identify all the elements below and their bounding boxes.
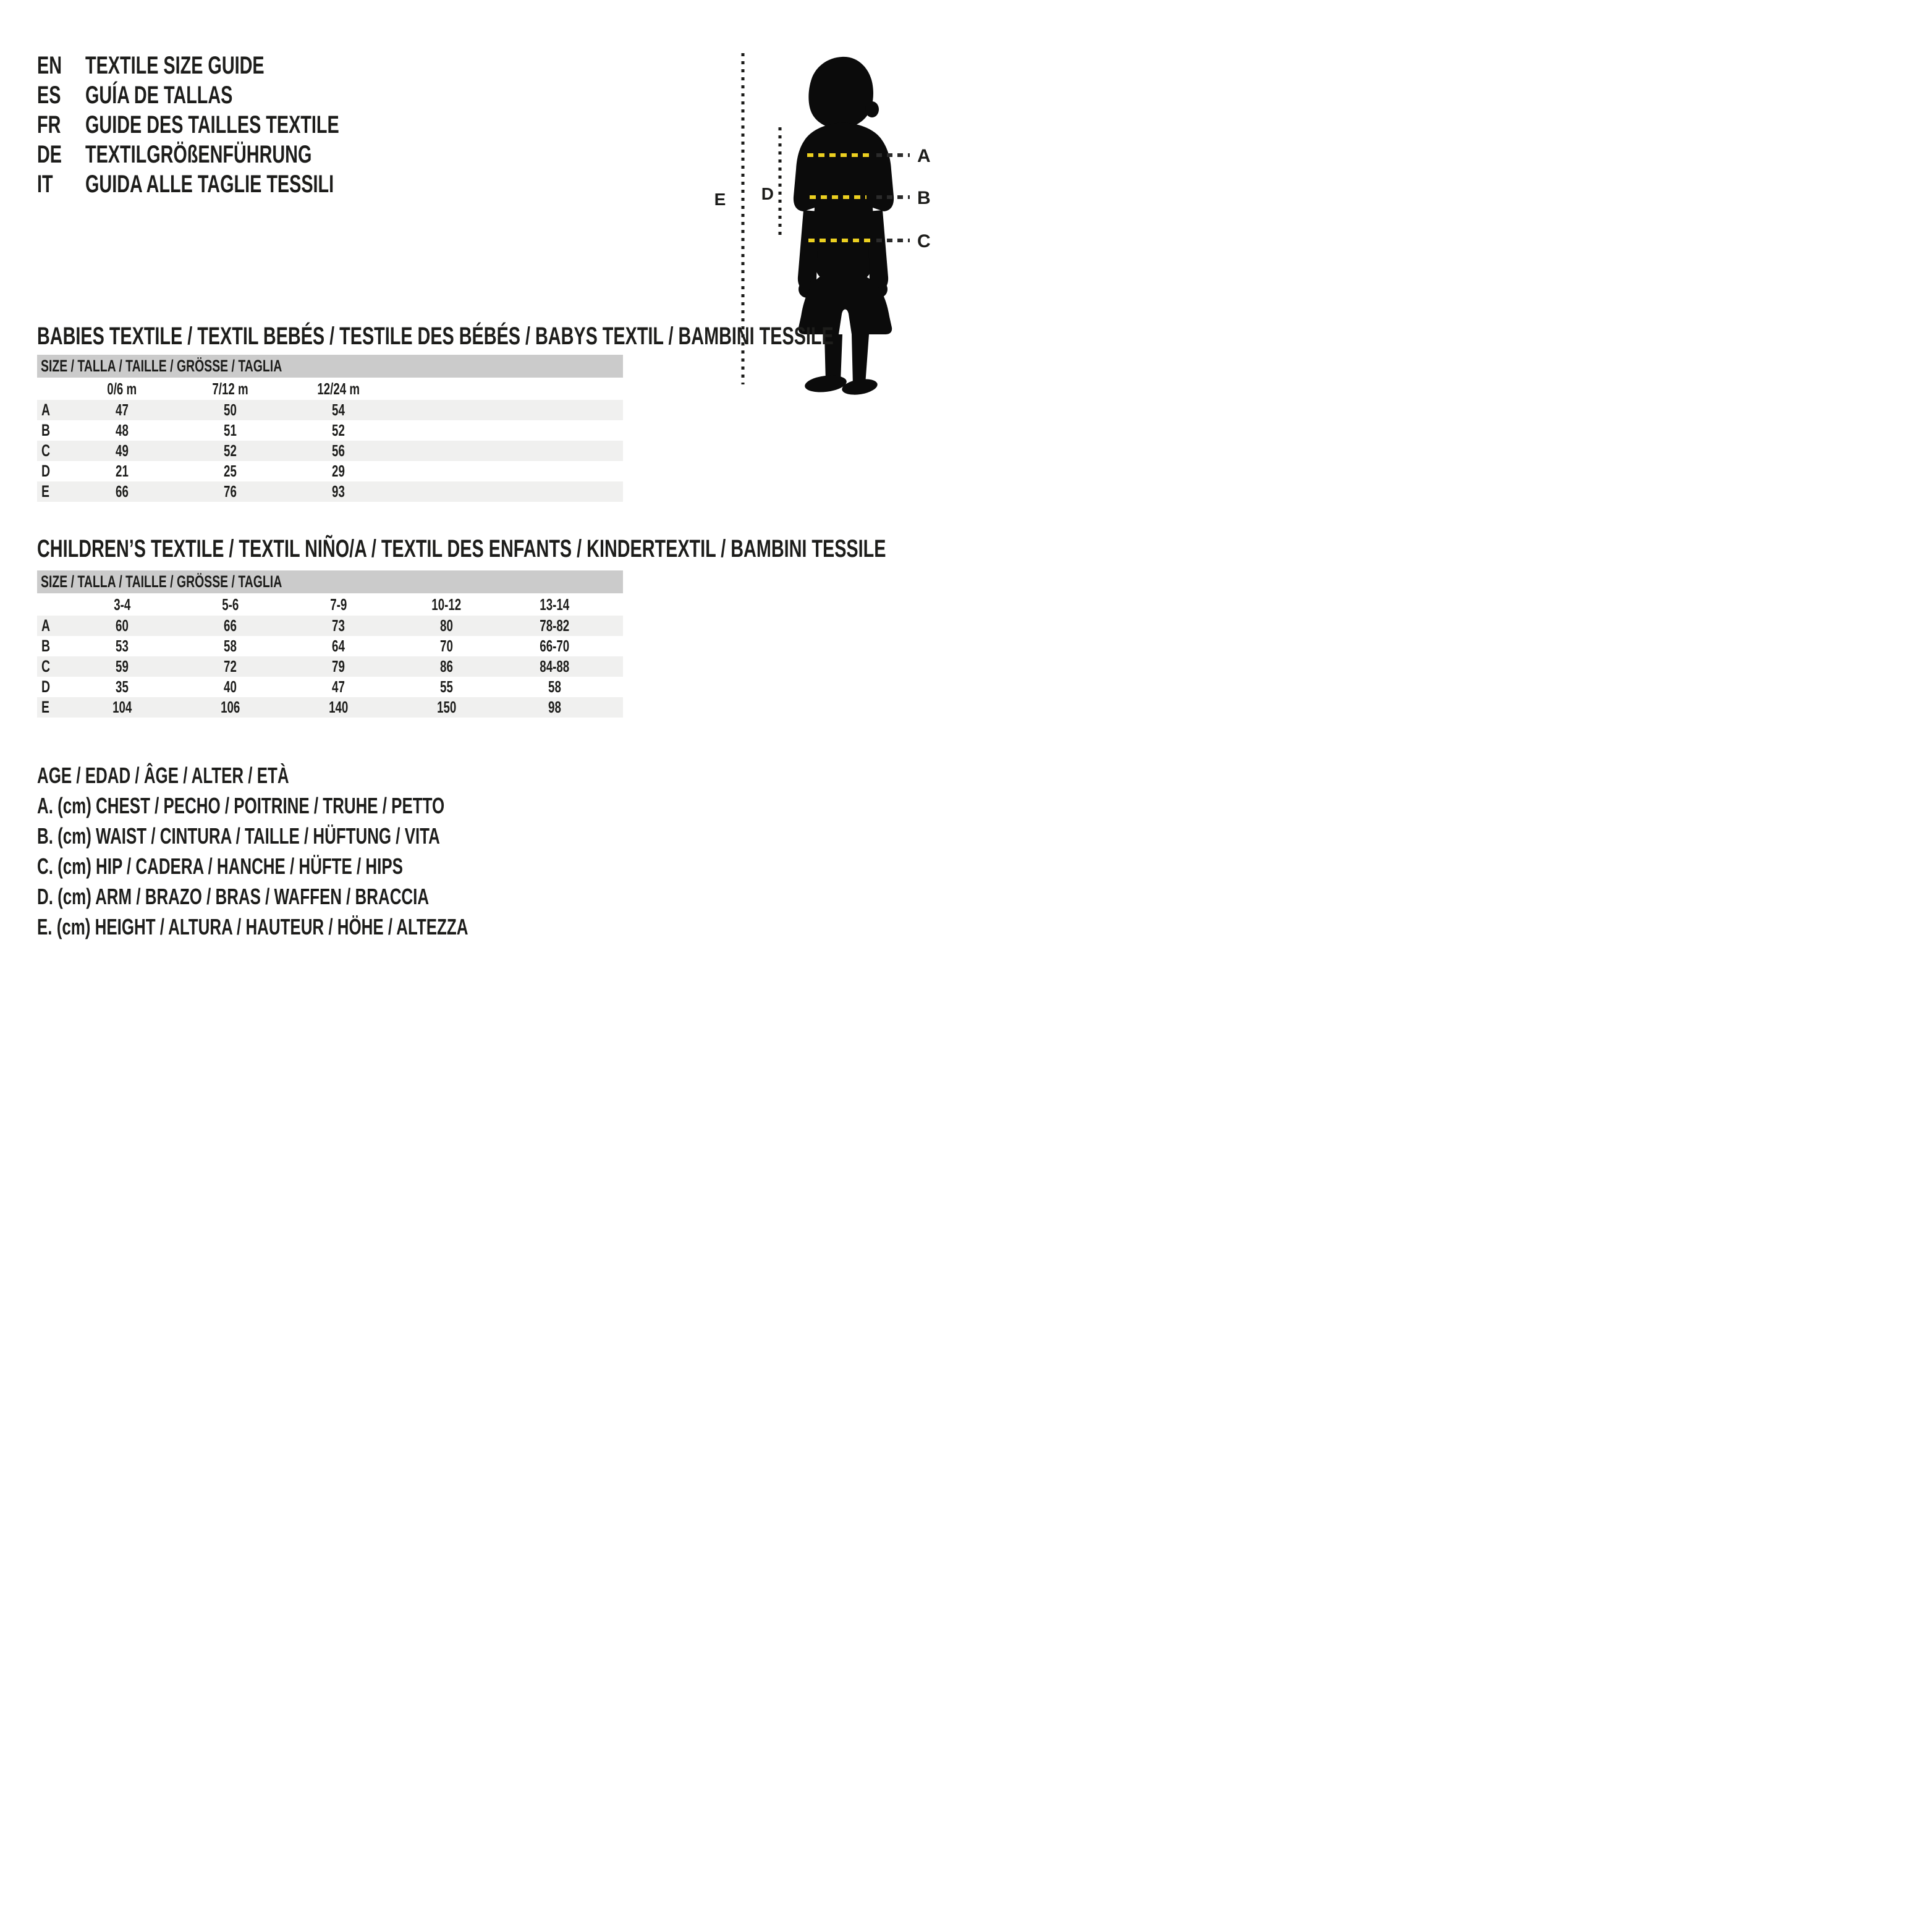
children-section-title: CHILDREN’S TEXTILE / TEXTIL NIÑO/A / TEXTIL DES ENFANTS / KINDERTEXTIL / BAMBINI TESSILE — [37, 535, 886, 562]
cell: 29 — [332, 462, 345, 480]
column-header: 7-9 — [329, 595, 347, 614]
table-row — [37, 420, 623, 441]
children-column-header-row — [37, 593, 623, 616]
height-label: E — [714, 190, 726, 209]
cell: 51 — [224, 421, 237, 439]
table-row — [37, 656, 623, 677]
babies-size-header-bar: SIZE / TALLA / TAILLE / GRÖSSE / TAGLIA — [37, 355, 623, 378]
language-code: FR — [37, 111, 61, 138]
row-label: B — [41, 637, 51, 655]
measurement-legend — [37, 760, 636, 942]
cell: 56 — [332, 441, 345, 460]
language-row — [37, 169, 438, 199]
legend-line-waist: B. (cm) WAIST / CINTURA / TAILLE / HÜFTUNG / VITA — [37, 823, 440, 849]
column-header: 7/12 m — [212, 379, 248, 398]
row-label: E — [41, 482, 49, 501]
cell: 49 — [116, 441, 129, 460]
language-title: GUIDE DES TAILLES TEXTILE — [85, 111, 339, 138]
cell: 52 — [332, 421, 345, 439]
right-shoe — [841, 377, 878, 396]
legend-line-height: E. (cm) HEIGHT / ALTURA / HAUTEUR / HÖHE / ALTEZZA — [37, 913, 468, 939]
babies-table — [37, 378, 623, 502]
row-label: C — [41, 657, 51, 676]
legend-line-arm: D. (cm) ARM / BRAZO / BRAS / WAFFEN / BRACCIA — [37, 883, 430, 909]
cell: 55 — [440, 677, 453, 696]
table-row — [37, 400, 623, 420]
table-row — [37, 461, 623, 481]
language-title: GUIDA ALLE TAGLIE TESSILI — [85, 170, 334, 198]
cell: 78-82 — [540, 616, 570, 635]
cell: 58 — [224, 637, 237, 655]
language-row — [37, 80, 438, 110]
language-row — [37, 110, 438, 140]
cell: 53 — [116, 637, 129, 655]
cell: 70 — [440, 637, 453, 655]
language-code: IT — [37, 170, 53, 198]
cell: 66 — [224, 616, 237, 635]
cell: 50 — [224, 400, 237, 419]
cell: 84-88 — [540, 657, 570, 676]
language-title: GUÍA DE TALLAS — [85, 81, 233, 109]
legend-line-hip: C. (cm) HIP / CADERA / HANCHE / HÜFTE / HIPS — [37, 853, 403, 879]
language-row — [37, 140, 438, 169]
cell: 73 — [332, 616, 345, 635]
row-label: C — [41, 441, 51, 460]
language-row — [37, 51, 438, 80]
cell: 52 — [224, 441, 237, 460]
column-header: 5-6 — [221, 595, 239, 614]
language-title: TEXTILE SIZE GUIDE — [85, 51, 265, 79]
column-header: 3-4 — [113, 595, 131, 614]
cell: 47 — [116, 400, 129, 419]
column-header: 12/24 m — [317, 379, 360, 398]
cell: 72 — [224, 657, 237, 676]
left-shoe — [804, 373, 848, 394]
legend-line-age: AGE / EDAD / ÂGE / ALTER / ETÀ — [37, 762, 289, 788]
waist-label: B — [917, 188, 931, 208]
children-size-header-bar: SIZE / TALLA / TAILLE / GRÖSSE / TAGLIA — [37, 570, 623, 593]
cell: 25 — [224, 462, 237, 480]
row-label: A — [41, 616, 51, 635]
cell: 150 — [436, 698, 457, 716]
column-header: 13-14 — [540, 595, 570, 614]
table-row — [37, 677, 623, 697]
arm-label: D — [761, 184, 774, 203]
cell: 79 — [332, 657, 345, 676]
cell: 21 — [116, 462, 129, 480]
cell: 104 — [112, 698, 132, 716]
cell: 76 — [224, 482, 237, 501]
language-code: EN — [37, 51, 62, 79]
cell: 54 — [332, 400, 345, 419]
row-label: D — [41, 462, 51, 480]
chest-label: A — [917, 146, 931, 166]
table-row — [37, 441, 623, 461]
cell: 93 — [332, 482, 345, 501]
row-label: D — [41, 677, 51, 696]
table-row — [37, 697, 623, 718]
children-table — [37, 593, 623, 718]
legend-line-chest: A. (cm) CHEST / PECHO / POITRINE / TRUHE / PETTO — [37, 792, 445, 818]
cell: 47 — [332, 677, 345, 696]
language-title-block — [37, 51, 438, 199]
size-guide-page — [0, 0, 966, 966]
row-label: A — [41, 400, 51, 419]
cell: 58 — [548, 677, 561, 696]
language-title: TEXTILGRÖßENFÜHRUNG — [85, 140, 312, 168]
ear — [865, 101, 879, 117]
hip-label: C — [917, 231, 931, 252]
cell: 64 — [332, 637, 345, 655]
cell: 48 — [116, 421, 129, 439]
column-header: 0/6 m — [107, 379, 137, 398]
cell: 60 — [116, 616, 129, 635]
row-label: B — [41, 421, 51, 439]
babies-column-header-row — [37, 378, 623, 400]
babies-section-title: BABIES TEXTILE / TEXTIL BEBÉS / TESTILE DES BÉBÉS / BABYS TEXTIL / BAMBINI TESSILE — [37, 323, 834, 350]
cell: 40 — [224, 677, 237, 696]
table-row — [37, 481, 623, 502]
language-code: ES — [37, 81, 61, 109]
column-header: 10-12 — [431, 595, 462, 614]
cell: 86 — [440, 657, 453, 676]
cell: 35 — [116, 677, 129, 696]
table-row — [37, 616, 623, 636]
cell: 66 — [116, 482, 129, 501]
cell: 80 — [440, 616, 453, 635]
cell: 66-70 — [540, 637, 570, 655]
language-code: DE — [37, 140, 62, 168]
cell: 140 — [328, 698, 349, 716]
table-row — [37, 636, 623, 656]
row-label: E — [41, 698, 49, 716]
cell: 98 — [548, 698, 561, 716]
cell: 106 — [220, 698, 240, 716]
cell: 59 — [116, 657, 129, 676]
